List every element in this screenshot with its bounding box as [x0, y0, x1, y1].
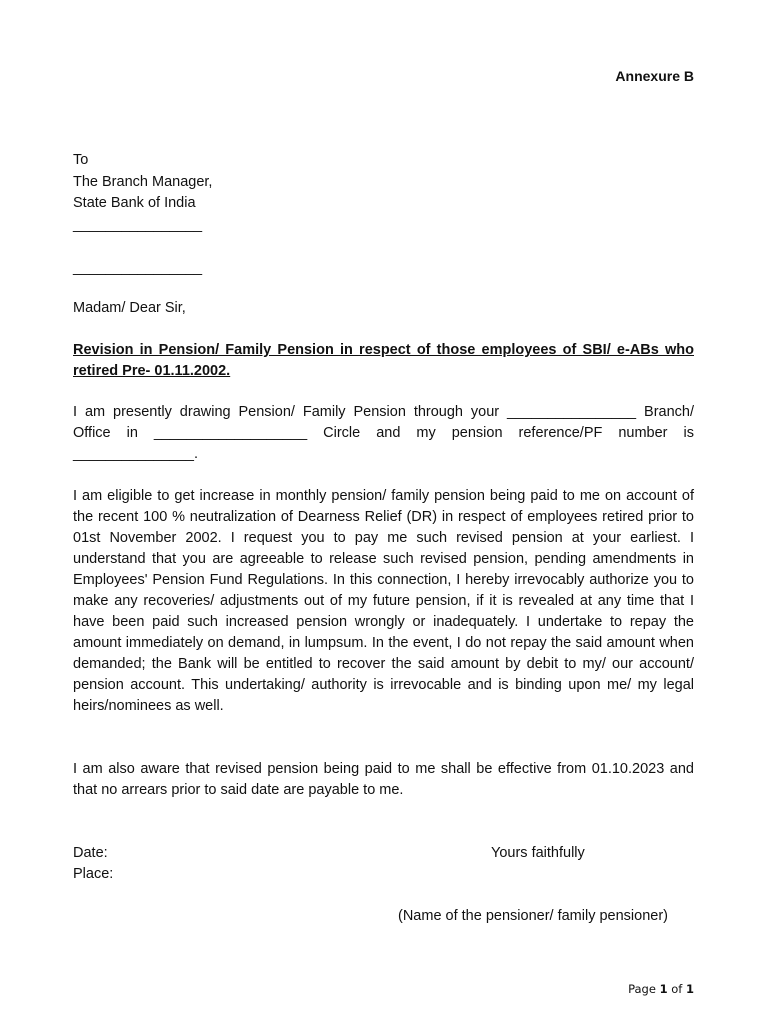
paragraph-pension-details: I am presently drawing Pension/ Family Pension through your ________________ Branch/ Office in ___________________ Circle and my pension reference/PF number is _______________.: [73, 404, 694, 462]
date-label: Date:: [73, 845, 108, 861]
page-number: 1: [659, 982, 668, 996]
paragraph-effective-date: I am also aware that revised pension being paid to me shall be effective from 01.10.2023 and that no arrears prior to said date are payable to me.: [73, 761, 694, 798]
salutation: Madam/ Dear Sir,: [73, 300, 186, 316]
address-blank-line-1: ________________: [73, 217, 203, 233]
address-to: To: [73, 152, 89, 168]
page-word: Page: [628, 982, 656, 996]
address-blank-line-2: ________________: [73, 260, 203, 276]
place-label: Place:: [73, 866, 114, 882]
of-word: of: [671, 982, 683, 996]
closing-yours-faithfully: Yours faithfully: [491, 845, 585, 861]
address-branch-manager: The Branch Manager,: [73, 174, 213, 190]
address-bank-name: State Bank of India: [73, 195, 196, 211]
paragraph-undertaking: I am eligible to get increase in monthly pension/ family pension being paid to me on account of the recent 100 % neutralization of Dearness Relief (DR) in respect of employees retired prior to 01st November 2002. I request you to pay me such revised pension at your earliest. I understand that you are agreeable to release such revised pension, pending amendments in Employees' Pension Fund Regulations. In this connection, I hereby irrevocably authorize you to make any recoveries/ adjustments out of my future pension, if it is revealed at any time that I have been paid such increased pension wrongly or inadequately. I undertake to repay the amount immediately on demand, in lumpsum. In the event, I do not repay the said amount when demanded; the Bank will be entitled to recover the said amount by debit to my/ our account/ pension account. This undertaking/ authority is irrevocable and is binding upon me/ my legal heirs/nominees as well.: [73, 488, 694, 714]
pensioner-name-note: (Name of the pensioner/ family pensioner): [398, 908, 668, 924]
page-footer: [628, 982, 694, 996]
page-total: 1: [685, 982, 694, 996]
subject-line: Revision in Pension/ Family Pension in respect of those employees of SBI/ e-ABs who retired Pre- 01.11.2002.: [73, 342, 694, 379]
annexure-label: Annexure B: [615, 68, 694, 84]
